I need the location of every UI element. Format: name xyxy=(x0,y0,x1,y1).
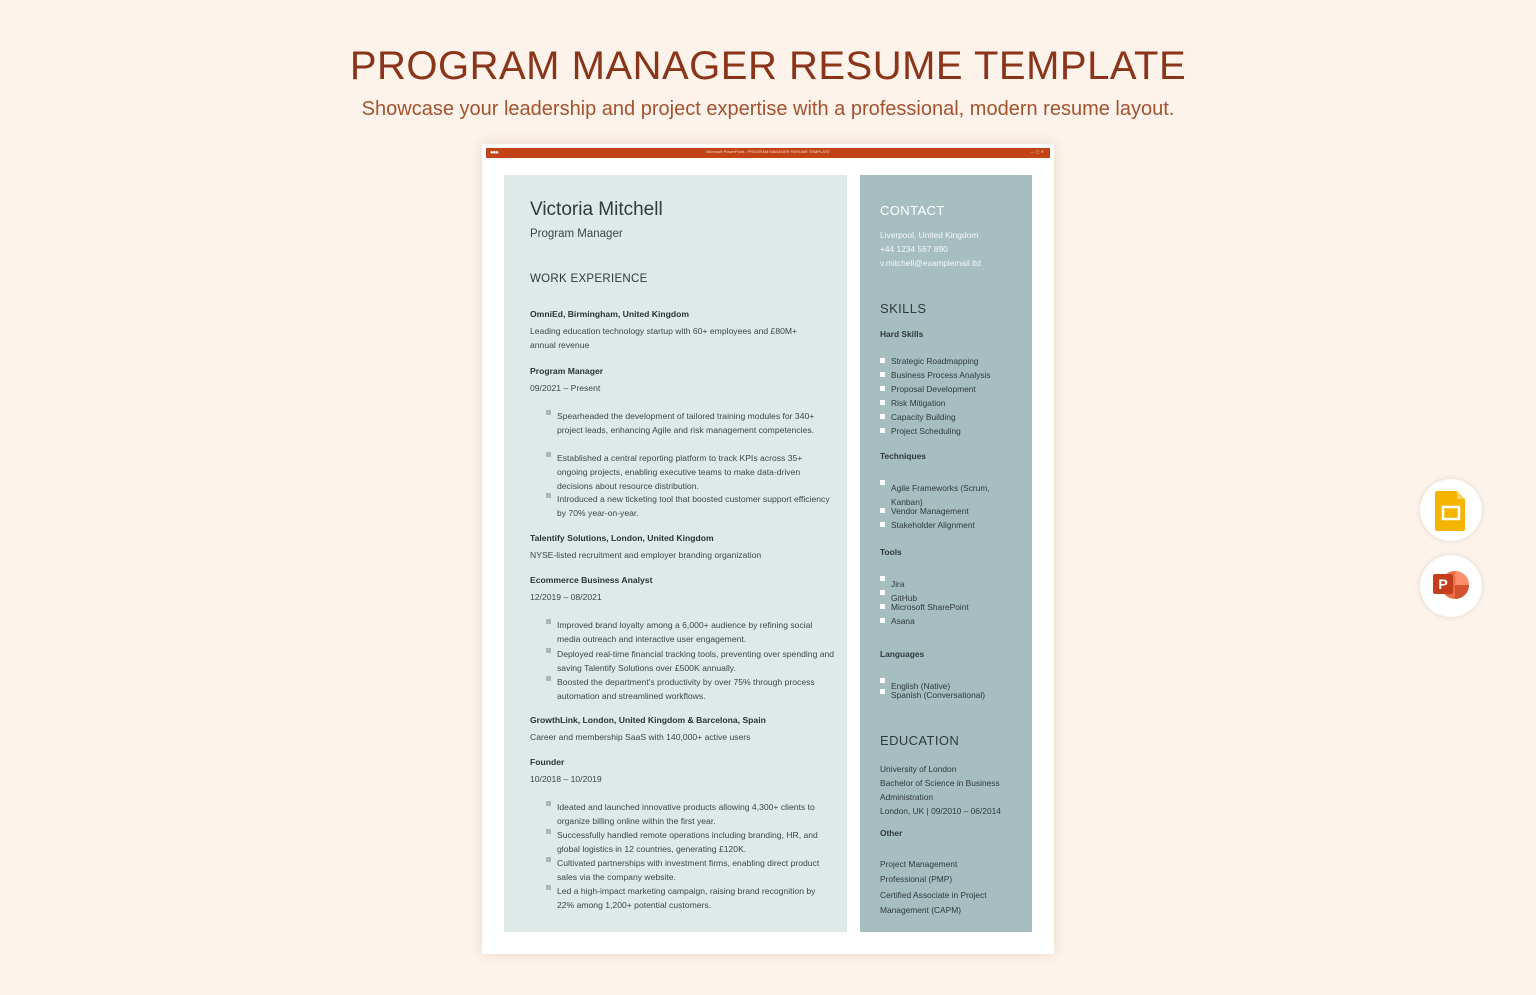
job-bullet: Successfully handled remote operations including branding, HR, and global logistics in 12 countries, generating £120K. xyxy=(557,830,818,854)
bullet-icon xyxy=(546,648,551,653)
job-bullet: Ideated and launched innovative products allowing 4,300+ clients to organize billing online within the first year. xyxy=(557,802,815,826)
job-description: Career and membership SaaS with 140,000+ active users xyxy=(530,732,751,742)
page-subtitle: Showcase your leadership and project expertise with a professional, modern resume layout. xyxy=(361,98,1175,120)
tool-item: Microsoft SharePoint xyxy=(891,602,969,612)
bullet-icon xyxy=(880,508,885,513)
job-title: Founder xyxy=(530,757,565,767)
language-item: English (Native) xyxy=(891,681,951,691)
bullet-icon xyxy=(880,386,885,391)
job-description: Leading education technology startup with 60+ employees and £80M+ annual revenue xyxy=(530,326,798,350)
job-bullet: Established a central reporting platform to track KPIs across 35+ ongoing projects, enabling executive teams to make data-driven decisions about resource distribution. xyxy=(557,453,803,491)
tool-item: Asana xyxy=(891,616,915,626)
skill-item: Risk Mitigation xyxy=(891,398,946,408)
technique-item: Agile Frameworks (Scrum, Kanban) xyxy=(891,483,990,507)
bullet-icon xyxy=(880,400,885,405)
skills-heading: SKILLS xyxy=(880,301,927,316)
skill-item: Proposal Development xyxy=(891,384,976,394)
bullet-icon xyxy=(546,829,551,834)
bullet-icon xyxy=(880,522,885,527)
job-company: OmniEd, Birmingham, United Kingdom xyxy=(530,309,689,319)
bullet-icon xyxy=(880,689,885,694)
bullet-icon xyxy=(546,801,551,806)
bullet-icon xyxy=(546,885,551,890)
bullet-icon xyxy=(880,604,885,609)
job-bullet: Introduced a new ticketing tool that boosted customer support efficiency by 70% year-on-year. xyxy=(557,494,830,518)
other-label: Other xyxy=(880,828,903,838)
skill-item: Strategic Roadmapping xyxy=(891,356,979,366)
bullet-icon xyxy=(880,428,885,433)
powerpoint-button[interactable] xyxy=(1420,555,1482,617)
language-item: Spanish (Conversational) xyxy=(891,690,986,700)
education-degree: Bachelor of Science in Business Administration xyxy=(880,778,1000,802)
bullet-icon xyxy=(546,676,551,681)
job-title: Program Manager xyxy=(530,366,604,376)
technique-item: Stakeholder Alignment xyxy=(891,520,975,530)
bullet-icon xyxy=(880,358,885,363)
job-dates: 12/2019 – 08/2021 xyxy=(530,592,602,602)
job-bullet: Deployed real-time financial tracking tools, preventing over spending and saving Talentify Solutions over £500K annually. xyxy=(557,649,835,673)
contact-heading: CONTACT xyxy=(880,203,945,218)
svg-text:P: P xyxy=(1438,576,1448,592)
app-title-bar xyxy=(486,148,1050,158)
certification-item: Certified Associate in Project Management (CAPM) xyxy=(880,890,987,915)
job-dates: 10/2018 – 10/2019 xyxy=(530,774,602,784)
job-bullet: Boosted the department's productivity by over 75% through process automation and streamlined workflows. xyxy=(557,677,815,701)
bullet-icon xyxy=(546,493,551,498)
bullet-icon xyxy=(880,590,885,595)
bullet-icon xyxy=(880,678,885,683)
contact-phone: +44 1234 567 890 xyxy=(880,244,948,254)
tool-item: GitHub xyxy=(891,593,918,603)
skill-item: Project Scheduling xyxy=(891,426,961,436)
work-experience-heading: WORK EXPERIENCE xyxy=(530,273,648,285)
skill-item: Business Process Analysis xyxy=(891,370,991,380)
job-description: NYSE-listed recruitment and employer branding organization xyxy=(530,550,762,560)
resume-role: Program Manager xyxy=(530,228,623,240)
tools-label: Tools xyxy=(880,547,902,557)
contact-location: Liverpool, United Kingdom xyxy=(880,230,979,240)
hard-skills-label: Hard Skills xyxy=(880,329,924,339)
education-details: London, UK | 09/2010 – 06/2014 xyxy=(880,806,1001,816)
bullet-icon xyxy=(880,414,885,419)
main-column xyxy=(504,175,847,932)
techniques-label: Techniques xyxy=(880,451,926,461)
technique-item: Vendor Management xyxy=(891,506,969,516)
powerpoint-icon xyxy=(1420,555,1482,617)
education-school: University of London xyxy=(880,764,957,774)
google-slides-icon xyxy=(1420,479,1482,541)
job-dates: 09/2021 – Present xyxy=(530,383,601,393)
education-heading: EDUCATION xyxy=(880,733,960,748)
window-dots-icon: ●●● xyxy=(490,150,498,156)
bullet-icon xyxy=(880,618,885,623)
job-company: GrowthLink, London, United Kingdom & Barcelona, Spain xyxy=(530,715,766,725)
bullet-icon xyxy=(546,857,551,862)
job-bullet: Cultivated partnerships with investment firms, enabling direct product sales via the company website. xyxy=(557,858,820,882)
bullet-icon xyxy=(546,410,551,415)
bullet-icon xyxy=(546,452,551,457)
job-bullet: Improved brand loyalty among a 6,000+ audience by refining social media outreach and interactive user engagement. xyxy=(557,620,813,644)
app-title: Microsoft PowerPoint - PROGRAM MANAGER RESUME TEMPLATE xyxy=(706,149,830,154)
contact-email: v.mitchell@examplemail.ltd xyxy=(880,258,981,268)
certification-item: Project Management Professional (PMP) xyxy=(880,859,958,884)
window-controls-icon: — ▢ ✕ xyxy=(1030,149,1044,154)
job-company: Talentify Solutions, London, United Kingdom xyxy=(530,533,714,543)
bullet-icon xyxy=(880,480,885,485)
bullet-icon xyxy=(546,619,551,624)
job-bullet: Spearheaded the development of tailored training modules for 340+ project leads, enhancing Agile and risk management competencies. xyxy=(557,411,815,435)
bullet-icon xyxy=(880,576,885,581)
google-slides-button[interactable] xyxy=(1420,479,1482,541)
sidebar-column xyxy=(860,175,1032,932)
page-title: PROGRAM MANAGER RESUME TEMPLATE xyxy=(349,44,1187,88)
skill-item: Capacity Building xyxy=(891,412,956,422)
document-preview[interactable] xyxy=(482,144,1054,954)
job-bullet: Led a high-impact marketing campaign, raising brand recognition by 22% among 1,200+ potential customers. xyxy=(557,886,816,910)
job-title: Ecommerce Business Analyst xyxy=(530,575,653,585)
resume-page xyxy=(486,158,1050,950)
bullet-icon xyxy=(880,372,885,377)
resume-name: Victoria Mitchell xyxy=(530,199,663,220)
tool-item: Jira xyxy=(891,579,905,589)
languages-label: Languages xyxy=(880,649,925,659)
